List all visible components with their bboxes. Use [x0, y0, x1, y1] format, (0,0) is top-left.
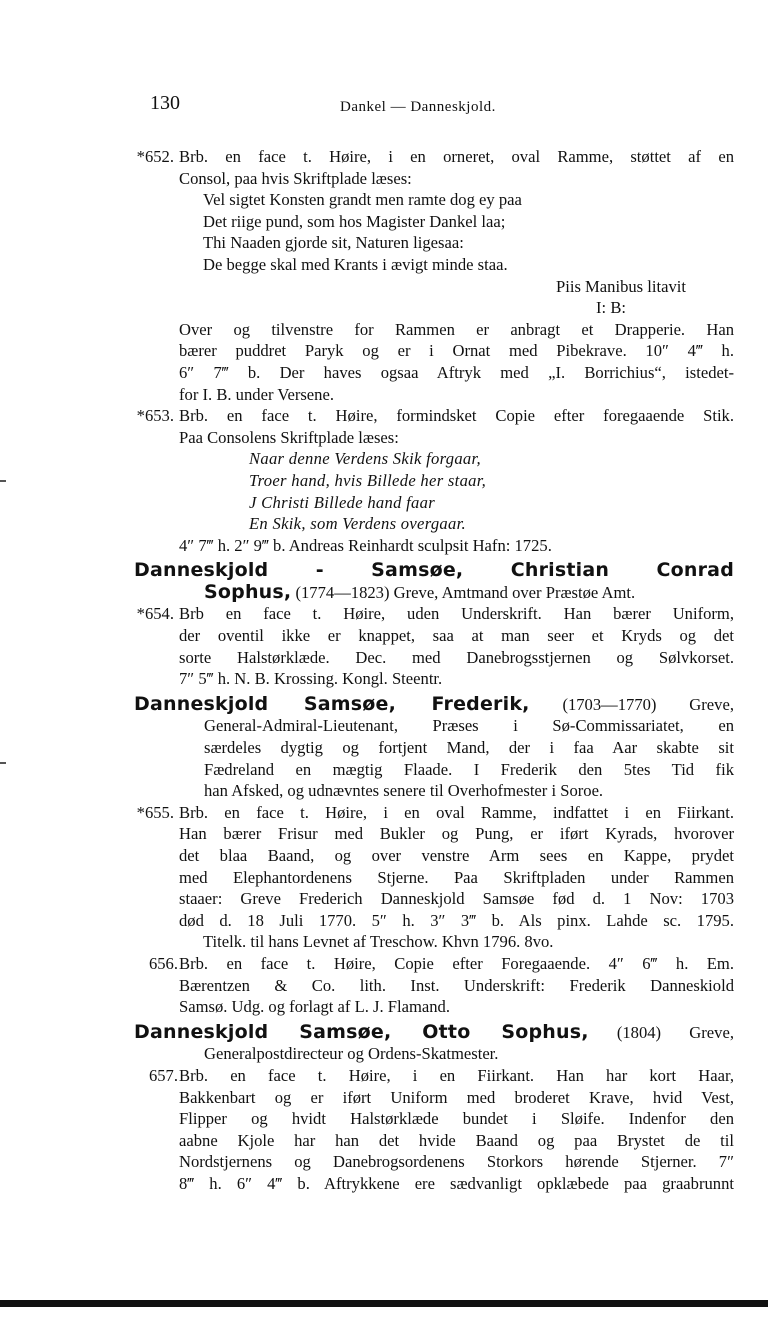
- entry-line: Brb en face t. Høire, uden Underskrift. Han bærer Uniform,: [179, 604, 734, 624]
- person-description: (1774—1823) Greve, Amtmand over Præstøe Amt.: [291, 582, 636, 602]
- person-dates: (1804) Greve,: [588, 1022, 734, 1042]
- entry-line: Paa Consolens Skriftplade læses:: [179, 427, 399, 447]
- entry-line: 4″ 7‴ h. 2″ 9‴ b. Andreas Reinhardt sculpsit Hafn: 1725.: [179, 535, 552, 555]
- entry-line: Brb. en face t. Høire, i en orneret, oval Ramme, støttet af en: [179, 147, 734, 166]
- entry-number: *653.: [136, 406, 174, 426]
- entry-line: sorte Halstørklæde. Dec. med Danebrogsstjernen og Sølvkorset.: [179, 647, 734, 667]
- heading-line: Fædreland en mægtig Flaade. I Frederik den 5tes Tid fik: [204, 759, 734, 779]
- verse-line: Troer hand, hvis Billede her staar,: [249, 470, 487, 490]
- entry-line: Titelk. til hans Levnet af Treschow. Khvn 1796. 8vo.: [203, 932, 554, 952]
- catalog-body: [134, 146, 734, 1195]
- verse-line: En Skik, som Verdens overgaar.: [249, 514, 466, 534]
- heading-line: [134, 1022, 734, 1044]
- entry-line: Han bærer Frisur med Bukler og Pung, er iført Kyrads, hvorover: [179, 824, 734, 844]
- entry-line: Flipper og hvidt Halstørklæde bundet i Sløife. Indenfor den: [179, 1109, 734, 1129]
- verse-line: Vel sigtet Konsten grandt men ramte dog ey paa: [203, 190, 522, 210]
- page-header: [150, 92, 730, 122]
- heading-line: [134, 694, 734, 716]
- heading-line: Generalpostdirecteur og Ordens-Skatmester.: [204, 1044, 499, 1064]
- person-name: Danneskjold Samsøe, Otto Sophus,: [134, 1020, 589, 1043]
- entry-line: bærer puddret Paryk og er i Ornat med Pibekrave. 10″ 4‴ h.: [179, 341, 734, 361]
- person-name-cont: Sophus,: [204, 580, 292, 603]
- entry-number: *652.: [136, 147, 174, 166]
- entry-number: 656.: [148, 953, 178, 973]
- entry-line: død d. 18 Juli 1770. 5″ h. 3″ 3‴ b. Als pinx. Lahde sc. 1795.: [179, 910, 734, 930]
- entry-line: aabne Kjole har han det hvide Baand og paa Brystet de til: [179, 1130, 734, 1150]
- person-name: Danneskjold Samsøe, Frederik,: [134, 692, 530, 715]
- entry-line: Brb. en face t. Høire, Copie efter Foregaaende. 4″ 6‴ h. Em.: [179, 953, 734, 973]
- signature-initials: I: B:: [596, 298, 626, 318]
- heading-line: særdeles dygtig og fortjent Mand, der i faa Aar skabte sit: [204, 738, 734, 758]
- entry-line: 6″ 7‴ b. Der haves ogsaa Aftryk med „I. Borrichius“, istedet-: [179, 362, 734, 382]
- entry-line: Brb. en face t. Høire, i en oval Ramme, indfattet i en Fiirkant.: [179, 802, 734, 822]
- entry-line: Brb. en face t. Høire, i en Fiirkant. Han har kort Haar,: [179, 1065, 734, 1085]
- entry-line: Bærentzen & Co. lith. Inst. Underskrift: Frederik Danneskiold: [179, 975, 734, 995]
- heading-line: [134, 560, 734, 582]
- entry-line: Bakkenbart og er iført Uniform med broderet Krave, hvid Vest,: [179, 1087, 734, 1107]
- entry-654: [134, 603, 734, 689]
- verse-line: Thi Naaden gjorde sit, Naturen ligesaa:: [203, 233, 464, 253]
- person-heading-frederik: [134, 694, 734, 802]
- signature-line: Piis Manibus litavit: [556, 276, 686, 296]
- entry-line: staaer: Greve Frederich Danneskjold Samsøe fød d. 1 Nov: 1703: [179, 889, 734, 909]
- entry-number: 657.: [148, 1065, 178, 1085]
- entry-number: *654.: [136, 604, 174, 624]
- entry-line: Brb. en face t. Høire, formindsket Copie efter foregaaende Stik.: [179, 406, 734, 426]
- entry-656: [134, 953, 734, 1018]
- entry-657: [134, 1065, 734, 1195]
- entry-line: Over og tilvenstre for Rammen er anbragt et Drapperie. Han: [179, 319, 734, 339]
- person-dates: (1703—1770) Greve,: [529, 694, 734, 714]
- heading-line: General-Admiral-Lieutenant, Præses i Sø-Commissariatet, en: [204, 716, 734, 736]
- entry-653: [134, 405, 734, 556]
- verse-block: [179, 189, 734, 275]
- entry-line: Consol, paa hvis Skriftplade læses:: [179, 168, 412, 188]
- entry-line: Nordstjernens og Danebrogsordenens Storkors hørende Stjerner. 7″: [179, 1152, 734, 1172]
- verse-line: J Christi Billede hand faar: [249, 492, 436, 512]
- person-heading-otto-sophus: [134, 1022, 734, 1065]
- running-title: Dankel — Danneskjold.: [340, 99, 496, 115]
- fraktur-verse-block: [179, 448, 734, 534]
- scan-bottom-edge: [0, 1300, 768, 1307]
- entry-line: 8‴ h. 6″ 4‴ b. Aftrykkene ere sædvanligt opklæbede paa graabrunnt: [179, 1173, 734, 1193]
- heading-line: [134, 582, 734, 604]
- scan-edge-mark: [0, 480, 6, 482]
- entry-655: [134, 802, 734, 953]
- verse-line: De begge skal med Krants i ævigt minde staa.: [203, 254, 508, 274]
- verse-line: Naar denne Verdens Skik forgaar,: [249, 449, 481, 469]
- entry-line: Samsø. Udg. og forlagt af L. J. Flamand.: [179, 997, 450, 1017]
- entry-line: med Elephantordenens Stjerne. Paa Skriftpladen under Rammen: [179, 867, 734, 887]
- verse-line: Det riige pund, som hos Magister Dankel laa;: [203, 211, 506, 231]
- entry-line: 7″ 5‴ h. N. B. Krossing. Kongl. Steentr.: [179, 669, 443, 689]
- person-heading-christian-conrad-sophus: [134, 560, 734, 603]
- scan-edge-mark: [0, 762, 6, 764]
- entry-652: [134, 146, 734, 405]
- entry-line: for I. B. under Versene.: [179, 384, 334, 404]
- entry-number: *655.: [136, 802, 174, 822]
- heading-line: han Afsked, og udnævntes senere til Overhofmester i Soroe.: [204, 781, 604, 801]
- page-number: 130: [150, 92, 180, 114]
- entry-line: der oventil ikke er knappet, saa at man seer et Kryds og det: [179, 626, 734, 646]
- person-name: Danneskjold - Samsøe, Christian Conrad: [134, 559, 734, 582]
- entry-line: det blaa Baand, og over venstre Arm sees en Kappe, prydet: [179, 846, 734, 865]
